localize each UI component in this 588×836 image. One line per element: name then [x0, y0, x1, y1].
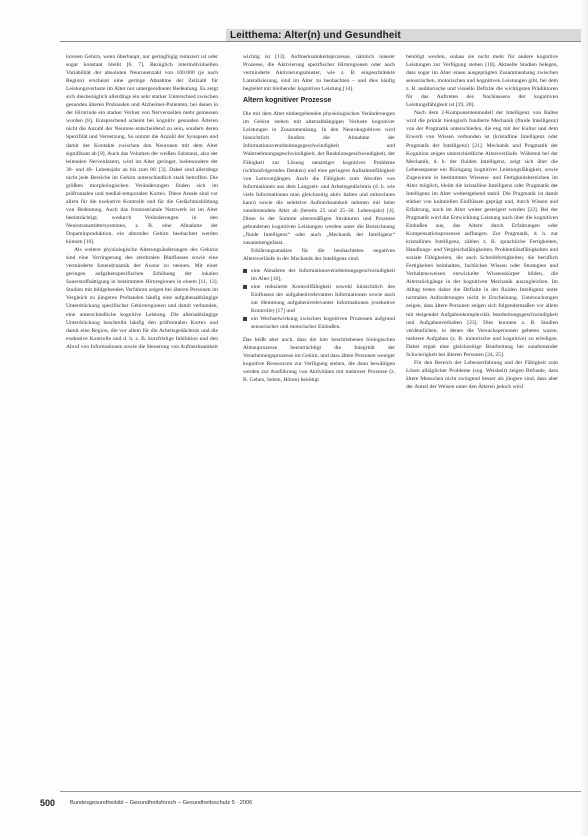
bullet-list	[243, 267, 395, 331]
list-item-text: eine Abnahme der Informationsverarbeitungsgeschwindigkeit im Alter [16],	[251, 268, 395, 283]
list-item-text: eine reduzierte Kontrollfähigkeit sowohl hinsichtlich des Einflusses der aufgabenirrelevanten Informationen sowie auch zur Hemmung aufgabenirrelevanter Informationen (exekutive Kontrolle) [17] und	[251, 284, 395, 315]
paragraph: Das heißt aber auch, dass die hier beschriebenen biologischen Abbauprozesse beeinträchtigt die Integrität der Verarbeitungsprozesse im Gehirn, und dass ältere Personen weniger kognitive Ressourcen zur Verfügung stehen, die dann bewältigen werden zur Ausführung von Aktivitäten mit mehrerer Prozesse (z. B. Gehen, Sehen, Hören) benötigt	[243, 336, 395, 383]
bullet-square-icon	[243, 317, 247, 321]
paragraph: Nach dem 2-Komponentenmodell der Intelligenz von Baltes wird die primär biologisch fundierte Mechanik (fluide Intelligenz) von der Pragmatik unterschieden, die eng mit der Kultur und dem Erwerb von Wissen verbunden ist (kristalline Intelligenz oder Pragmatik der Intelligenz) [21]. Mechanik und Pragmatik der Kognition zeigen unterschiedliche Altersverläufe. Während bei der Mechanik, d. h. der fluiden Intelligenz, zeigt sich über die Lebensspanne ein Rückgang kognitiver Leistungsfähigkeit, sowie Zugewinne in bestimmten Wissens- und Fertigkeitsbereichen im Alter möglich, bleibt die kristalline Intelligenz oder Pragmatik der Intelligenz im Alter weitestgehend stabil. Die Pragmatik ist damit stärker von kulturellen Einflüssen geprägt und, durch Wissen und Erfahrung, noch im Alter weiter gesteigert werden [22]. Bei der Pragmatik wird die Entwicklung Leistung auch über die kognitiven Einbußen aus, das Altern durch Erfahrungen oder Kompensationsprozesse auffangen. Zur Pragmatik, d. h. zur kristallinen Intelligenz, zählen z. B. sprachliche Fertigkeiten, Handlungs- und Vergleichsfähigkeiten, Problemlösefähigkeiten und soziale Fähigkeiten, die auch Schreibfertigkeiten, die beruflich Fertigkeiten beinhalten, fachliches Wissen oder Strategien und Verhaltensweisen entwickelte Wissenskörper bilden, die Altersrückgänge in der kognitiven Mechanik auszugleichen. Im Alltag treten daher die Defizite in der fluiden Intelligenz unter normalen Anforderungen nicht in Erscheinung. Untersuchungen zeigen, dass ältere Personen zeigen sich folgendermaßen vor allem mit steigender Aufgabenkomplexität, bearbeitungsgeschwindigkeit und Aufgabenverhalten [23]. Dies konnten z. B. Studien verdeutlichen, in denen die Versuchspersonen gebeten waren, mehrere Aufgaben (z. B. motorische und kognitive) zu erledigen. Dabei ergab eine gleichzeitige Bearbeitung bei zunehmender Schwierigkeit bei älteren Personen [24, 25].	[406, 110, 558, 358]
bullet-square-icon	[243, 285, 247, 289]
paragraph: Erklärungsansätze für die beobachteten negativen Altersverläufe in der Mechanik der Intelligenz sind:	[243, 248, 395, 263]
running-header-title: Leitthema: Alter(n) und Gesundheit	[230, 30, 401, 41]
text-column-3	[406, 53, 558, 391]
list-item	[243, 267, 395, 283]
scan-edge-shade	[580, 0, 588, 836]
paragraph: benötigt werden, sodass sie nicht mehr für andere kognitive Leistungen zur Verfügung stehen [18]. Aktuelle Studien belegen, dass sogar im Alter einen ausgeprägten Zusammenhang zwischen sensorischen, motorischen und kognitiven Leistungen gibt, bei dem z. B. auditorische und visuelle Defizite die wichtigsten Prädiktoren für das Auftreten des Nachlassens der kognitiven Leistungsfähigkeit ist [19, 20].	[406, 54, 558, 109]
list-item	[243, 283, 395, 315]
paragraph: lorenen Gehirn, wenn überhaupt, nur geringfügig reduziert ist oder sogar konstant bleibt [6, 7]. Bezüglich interindividuellen Variabilität der absoluten Neuronenzahl von 100.000 (je nach Region) erscheint eine geringe Abnahme der Zellzahl für Leistungsverluste im Alter nur untergeordneter Bedeutung. Es zeigt sich diesbezüglich allerdings ein sehr starker Unterschied zwischen gesunden älteren Probanden und Alzheimer-Patienten, bei denen in der Hirnrinde ein starker Verlust von Nervenzellen mehr gemessen wurden [8]. Entsprechend scheint bei kognitiv gesunden Älteren nicht die Anzahl der Neurone entscheidend zu sein, sondern deren Spezifität und Vernetzung. So nimmt die Anzahl der Synapsen und damit der Kontakte zwischen den Neuronen mit dem Alter signifikant ab [9]. Auch das Volumen der weißen Substanz, also der leitenden Nervenfasern, wird im Alter geringer, insbesondere der 30- und 40- Lebensjahr an bis zum 80. [3]. Dabei sind allerdings nicht jede Bereiche im Gehirn unterschiedlich stark betroffen. Die größten morphologischen Veränderungen finden sich im präfrontalen und medial-temporalen Kortex. Diese Areale sind vor allem für die exekutive Kontrolle und für die Gedächtnisbildung von Bedeutung. Auch das frontostriatale Netzwerk ist im Alter beeinträchtigt, wodurch Veränderungen in den Neurotransmittersystemen, z. B. eine Abnahme der Dopaminproduktion, ein alterndes Gehirn beobachtet werden können [10].	[66, 54, 218, 246]
list-item	[243, 315, 395, 331]
paragraph: wichtig ist [13]. Aufmerksamkeitsprozesse, nämlich innerer Prozesse, die Aktivierung spezifischer Hirnregionen oder auch verminderte Aktivierungsmuster, wie z. B. eingeschränkte Lateralisierung, sind im Alter zu beobachten – und dies häufig begleitet mit bleibender kognitiver Leistung [14].	[243, 54, 395, 93]
footer-rule	[60, 791, 581, 792]
text-column-2	[243, 53, 395, 384]
section-heading: Altern kognitiver Prozesse	[243, 97, 332, 105]
paragraph: Die mit dem Alter einhergehenden physiologischen Veränderungen im Gehirn stehen mit altersabhängigen Verluste kognitiver Leistungen in Zusammenhang. In den Neurokognitiven wird hinsichtlich Studien die Abnahme der Informationsverarbeitungsgeschwindigkeit und Wahrnehmungsgeschwindigkeit, der Reaktionsgeschwindigkeit, der Fähigkeit zur Lösung neuartiger kognitiver Probleme (schlussfolgerndes Denken) und eine geringere Aufnahmefähigkeit von Lernvorgängen. Auch die Fähigkeit zum Abrufen von Informationen aus dem Langzeit- und Arbeitsgedächtnis (d. h. wie viele Informationen man gleichzeitig aktiv halten und mitrechnen kann) sowie die selektive Aufmerksamkeit nehmen mit beim zunehmendem Alter ab (bereits 25 und 25–30. Lebensjahr) [4]. Diese in der Summe altersmäßigen Strukturen und Prozesse gebundenen kognitiven Leistungen werden unter die Bezeichnung „fluide Intelligenz“ oder auch „Mechanik der Intelligenz“ zusammengefasst.	[243, 111, 395, 246]
publication-footer: Bundesgesundheitsbl – Gesundheitsforsch – Gesundheitsschutz 5 · 2006	[70, 800, 253, 806]
list-item-text: ein Wechselwirkung zwischen kognitiven Prozessen aufgrund sensorischer und motorischer Einbußen.	[251, 316, 395, 331]
page-number: 500	[40, 798, 56, 808]
paragraph: Als weitere physiologische Alterungsänderungen des Gehirns sind eine Verringerung des zerebralen Blutflusses sowie eine verminderte Ionendynamik der Axone zu nennen. Mit einer geringen aufgabenspezifischen Erhöhung der lokalen Sauerstoffsättigung in bestimmten Hirnregionen in einem [11, 12]. Studien mit bildgebenden Verfahren zeigen bei älteren Personen im Vergleich zu jüngeren Probanden häufig eine aufgabenabhängige Unterdrückung spezifischer Gehirnregionen und damit verbunden, eine unterschiedliche kognitive Leistung. Die altersabhängige Unterdrückung beschreibt häufig den präfrontalen Kortex und damit eine Region, die vor allem für die Arbeitsgedächtnis und die exekutive Kontrolle und d. h. z. B. kurzfristige Inhibition und den Abruf von Informationen sowie die Steuerung von Aufmerksamkeit	[66, 247, 218, 350]
bullet-square-icon	[243, 269, 247, 273]
text-column-1	[66, 53, 218, 351]
paragraph: Für den Bereich der Lebenserfahrung und der Fähigkeit zum Lösen alltäglicher Probleme (sog. Weisheit) zeigen Befunde, dass ältere Menschen nicht zwingend besser als jüngere sind, dass aber der Anteil der Weisen unter den Älteren jedoch wird	[406, 359, 558, 390]
